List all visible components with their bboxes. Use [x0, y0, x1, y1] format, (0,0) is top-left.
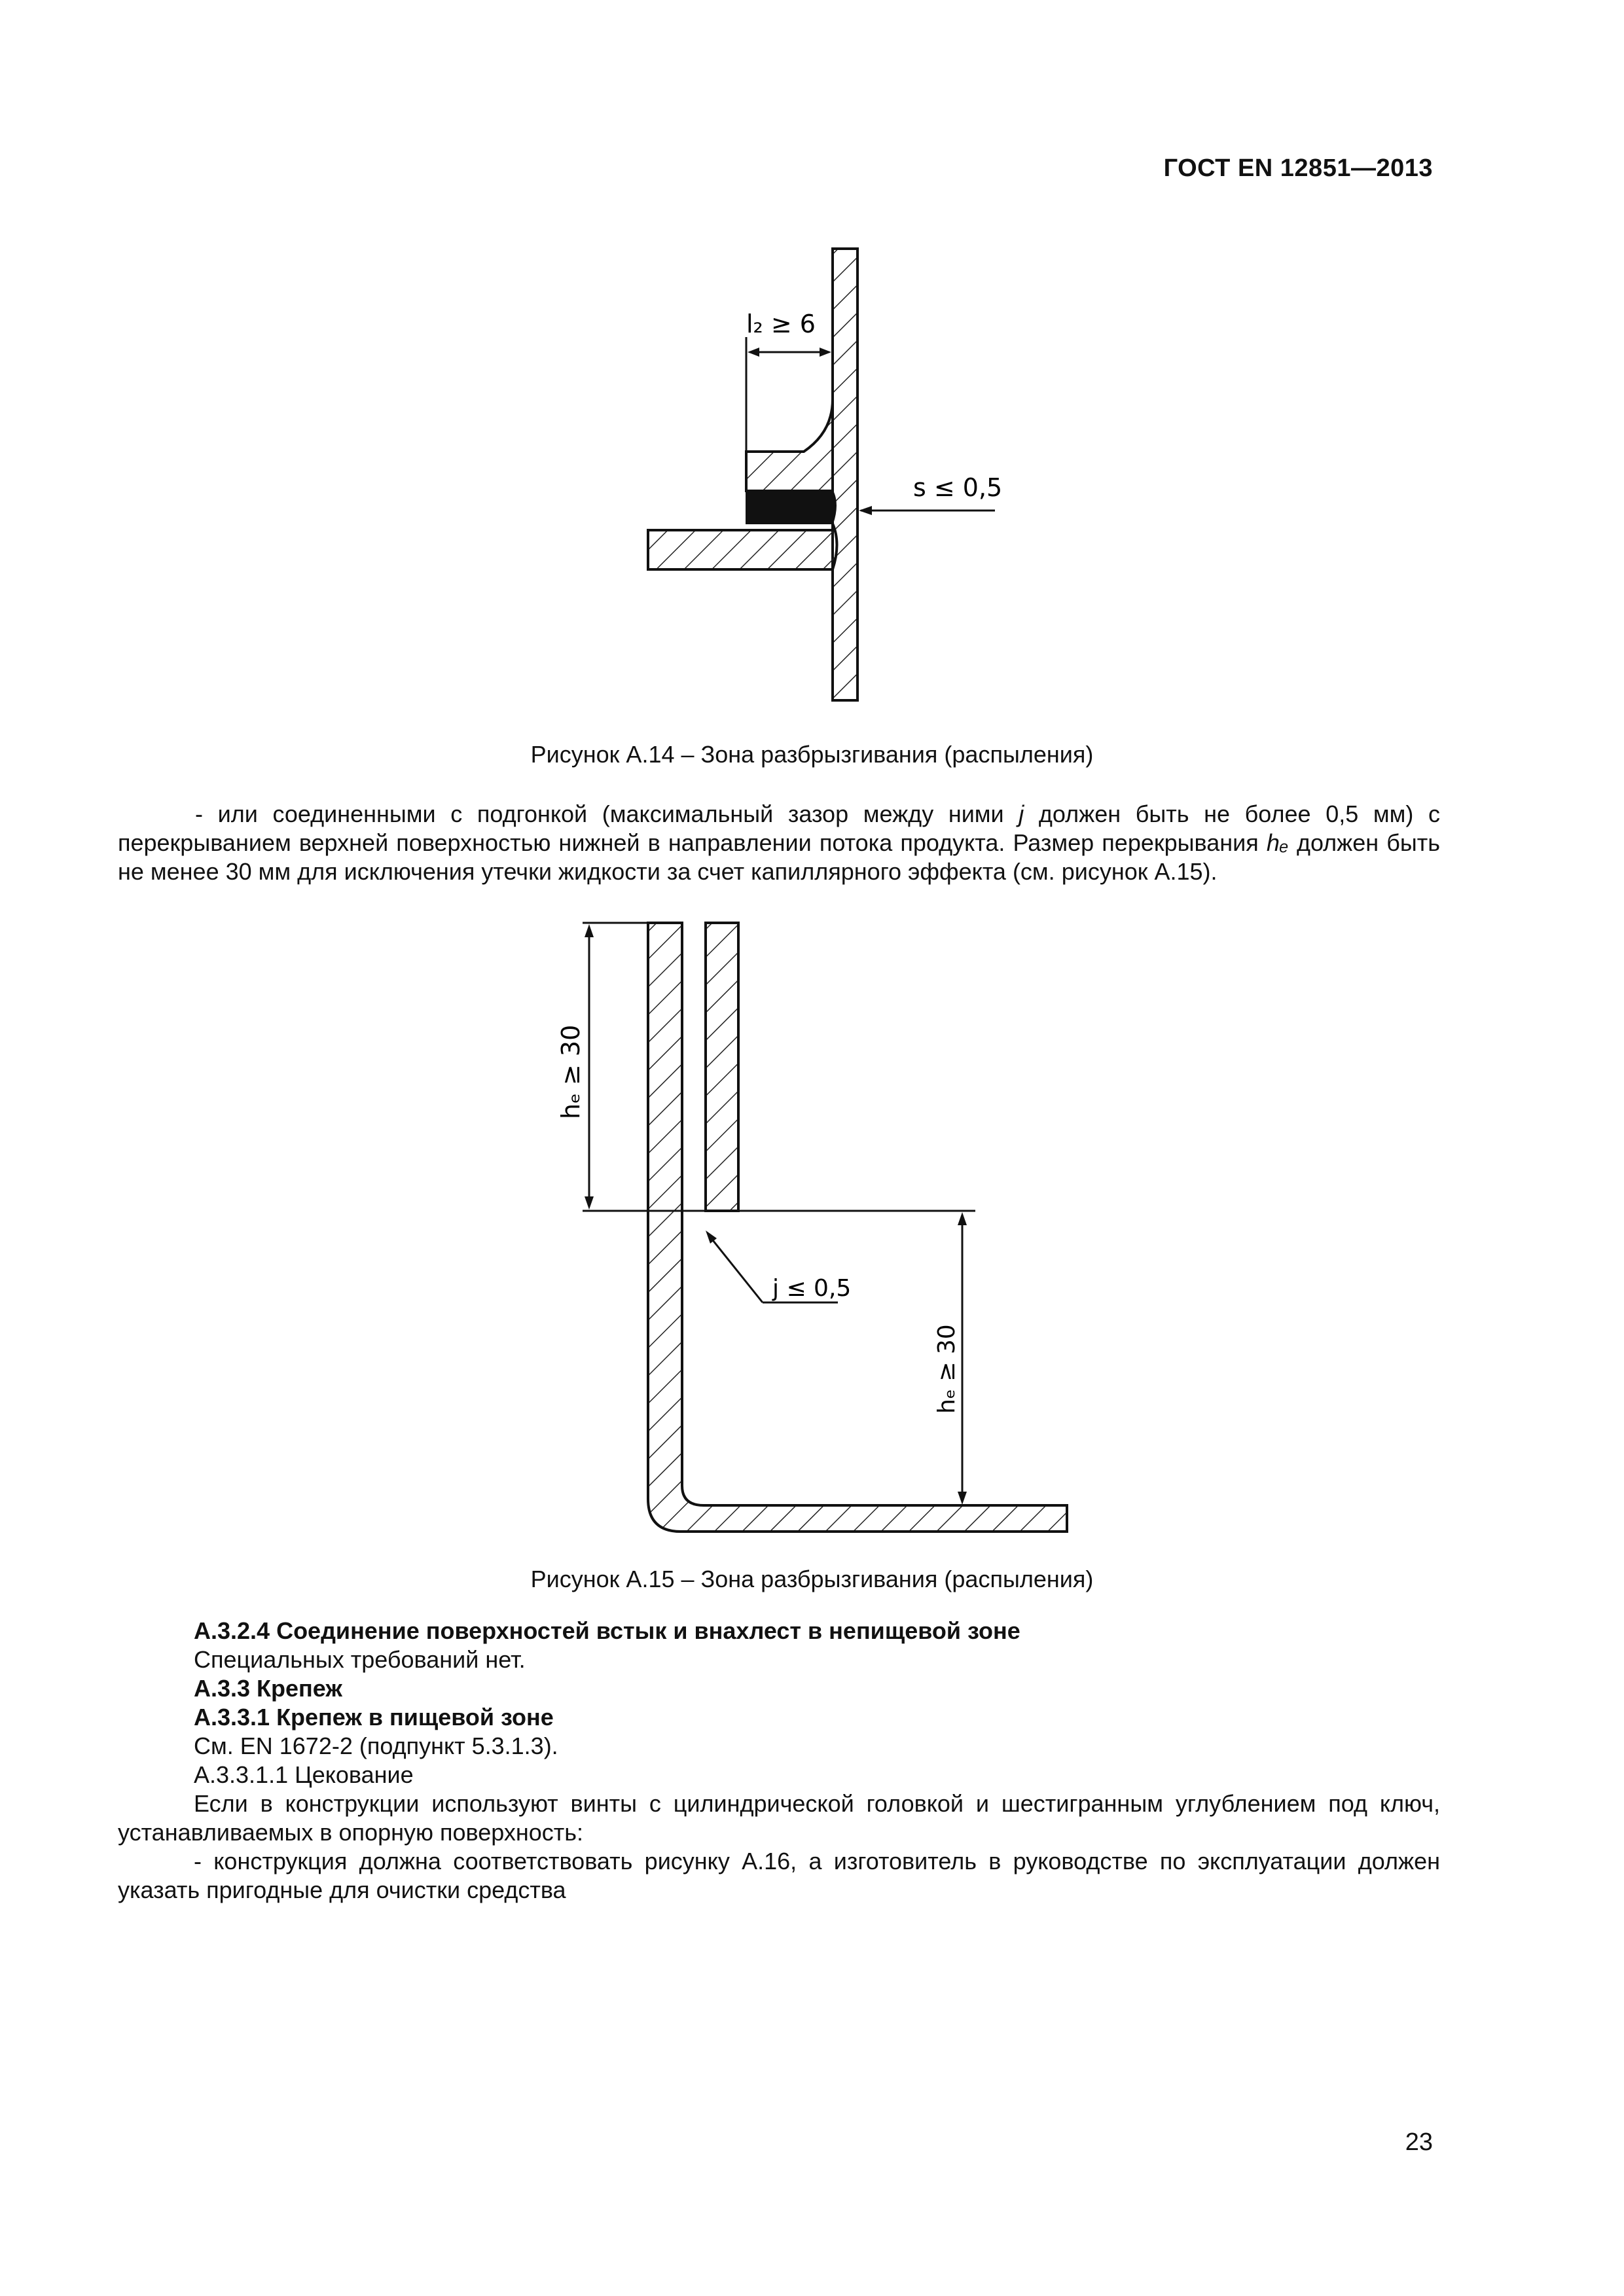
section-a3-3-heading: А.3.3 Крепеж [194, 1675, 342, 1702]
paragraph-fit-connection: - или соединенными с подгонкой (максимальный зазор между ними j должен быть не более 0,5 мм) с перекрыванием верхней поверхностью нижней в направлении потока продукта. Размер перекрывания hₑ должен быть не менее 30 мм для исключения утечки жидкости за счет капиллярного эффекта (см. рисунок А.15). [118, 800, 1441, 885]
figure-a14-drawing [628, 236, 1087, 713]
dimension-j-label: j ≤ 0,5 [772, 1275, 852, 1302]
section-a3-3-1-reference: См. EN 1672-2 (подпункт 5.3.1.3). [194, 1732, 558, 1759]
figure-a15-drawing [530, 910, 1080, 1551]
dimension-he-top-label: hₑ ≥ 30 [556, 1024, 585, 1119]
page-number: 23 [1405, 2128, 1433, 2156]
paragraph-screws: Если в конструкции используют винты с цилиндрической головкой и шестигранным углублением под ключ, устанавливаемых в опорную поверхность: [118, 1790, 1440, 1846]
horizontal-plate [648, 524, 837, 569]
section-a3-2-4-text: Специальных требований нет. [194, 1646, 526, 1673]
bent-plate [746, 399, 833, 491]
overlapping-plate [706, 923, 738, 1211]
dimension-he-bottom-label: hₑ ≥ 30 [933, 1324, 960, 1414]
figure-a14-caption: Рисунок А.14 – Зона разбрызгивания (распыления) [530, 741, 1094, 768]
dimension-l2-label: l₂ ≥ 6 [746, 310, 816, 338]
section-a3-3-1-1-heading: А.3.3.1.1 Цекование [194, 1761, 414, 1788]
section-a3-2-4-heading: А.3.2.4 Соединение поверхностей встык и внахлест в непищевой зоне [194, 1617, 1020, 1644]
document-id-header: ГОСТ EN 12851—2013 [1163, 154, 1433, 182]
paragraph-design-requirement: - конструкция должна соответствовать рисунку А.16, а изготовитель в руководстве по эксплуатации должен указать пригодные для очистки средства [118, 1848, 1440, 1903]
dimension-s-label: s ≤ 0,5 [913, 473, 1003, 502]
weld-seam [746, 491, 836, 524]
section-a3-3-1-heading: А.3.3.1 Крепеж в пищевой зоне [194, 1704, 554, 1731]
vertical-wall [833, 249, 857, 700]
figure-a15-caption: Рисунок А.15 – Зона разбрызгивания (распыления) [530, 1566, 1094, 1592]
